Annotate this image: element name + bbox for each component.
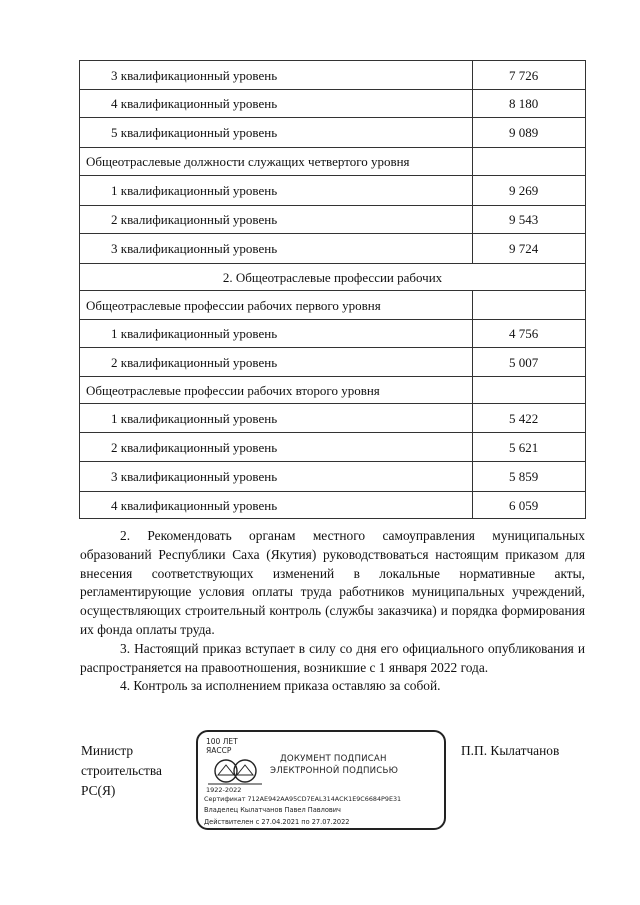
salary-table — [79, 60, 586, 519]
level-label-cell: 2 квалификационный уровень — [80, 433, 473, 462]
table-row — [80, 320, 586, 348]
stamp-owner: Владелец Кылатчанов Павел Павлович — [204, 806, 341, 814]
table-row — [80, 61, 586, 90]
anniversary-emblem — [206, 737, 264, 793]
salary-value-cell: 4 756 — [473, 320, 586, 348]
salary-value-cell: 7 726 — [473, 61, 586, 90]
salary-value-cell — [473, 377, 586, 404]
level-label-cell: 1 квалификационный уровень — [80, 404, 473, 433]
salary-value-cell: 9 724 — [473, 234, 586, 264]
table-row — [80, 118, 586, 148]
order-paragraphs — [80, 527, 585, 696]
salary-value-cell — [473, 291, 586, 320]
group-label-cell: Общеотраслевые профессии рабочих первого уровня — [80, 291, 473, 320]
group-label-cell: Общеотраслевые профессии рабочих второго уровня — [80, 377, 473, 404]
salary-table-body — [80, 61, 586, 519]
signatory-position-line-1: Министр — [81, 743, 134, 758]
table-row — [80, 492, 586, 519]
table-row — [80, 90, 586, 118]
salary-value-cell: 9 089 — [473, 118, 586, 148]
stamp-title-line-2: ЭЛЕКТРОННОЙ ПОДПИСЬЮ — [270, 766, 399, 776]
level-label-cell: 3 квалификационный уровень — [80, 462, 473, 492]
paragraph-2: 2. Рекомендовать органам местного самоуправления муниципальных образований Республики Саха (Якутия) руководствоваться настоящим приказом для внесения соответствующих изменений в локальные нормативные акты, регламентирующие условия оплаты труда работников муниципальных учреждений, осуществляющих строительный контроль (службы заказчика) и порядка формирования их фонда оплаты труда. — [80, 528, 585, 637]
table-row — [80, 433, 586, 462]
salary-value-cell: 5 422 — [473, 404, 586, 433]
level-label-cell: 1 квалификационный уровень — [80, 320, 473, 348]
signatory-position-line-2: строительства — [81, 763, 162, 778]
table-row — [80, 462, 586, 492]
section-heading-cell: 2. Общеотраслевые профессии рабочих — [80, 264, 586, 291]
table-row — [80, 176, 586, 206]
salary-value-cell: 9 543 — [473, 206, 586, 234]
emblem-line-2: ЯАССР — [206, 746, 232, 755]
table-row — [80, 377, 586, 404]
salary-value-cell: 6 059 — [473, 492, 586, 519]
signatory-position-line-3: РС(Я) — [81, 783, 116, 798]
salary-value-cell: 5 621 — [473, 433, 586, 462]
table-row — [80, 206, 586, 234]
table-row — [80, 291, 586, 320]
stamp-title-line-1: ДОКУМЕНТ ПОДПИСАН — [280, 754, 387, 764]
table-row — [80, 264, 586, 291]
level-label-cell: 3 квалификационный уровень — [80, 61, 473, 90]
level-label-cell: 4 квалификационный уровень — [80, 90, 473, 118]
group-label-cell: Общеотраслевые должности служащих четвертого уровня — [80, 148, 473, 176]
table-row — [80, 148, 586, 176]
salary-value-cell: 5 859 — [473, 462, 586, 492]
paragraph-4: 4. Контроль за исполнением приказа оставляю за собой. — [120, 678, 441, 694]
salary-value-cell — [473, 148, 586, 176]
level-label-cell: 2 квалификационный уровень — [80, 348, 473, 377]
emblem-years: 1922-2022 — [206, 786, 242, 794]
table-row — [80, 234, 586, 264]
electronic-signature-stamp — [196, 730, 446, 830]
emblem-line-1: 100 ЛЕТ — [206, 737, 238, 746]
signatory-position — [81, 741, 162, 801]
table-row — [80, 348, 586, 377]
table-row — [80, 404, 586, 433]
signatory-name: П.П. Кылатчанов — [461, 743, 560, 758]
level-label-cell: 1 квалификационный уровень — [80, 176, 473, 206]
salary-value-cell: 9 269 — [473, 176, 586, 206]
salary-value-cell: 8 180 — [473, 90, 586, 118]
level-label-cell: 2 квалификационный уровень — [80, 206, 473, 234]
level-label-cell: 3 квалификационный уровень — [80, 234, 473, 264]
stamp-certificate: Сертификат 712АЕ942АА95СD7ЕАL314АСК1Е9С6684Р9Е31 — [204, 795, 402, 803]
level-label-cell: 5 квалификационный уровень — [80, 118, 473, 148]
paragraph-3: 3. Настоящий приказ вступает в силу со дня его официального опубликования и распространяется на правоотношения, возникшие с 1 января 2022 года. — [80, 640, 585, 675]
salary-value-cell: 5 007 — [473, 348, 586, 377]
level-label-cell: 4 квалификационный уровень — [80, 492, 473, 519]
stamp-validity: Действителен с 27.04.2021 по 27.07.2022 — [204, 818, 350, 826]
